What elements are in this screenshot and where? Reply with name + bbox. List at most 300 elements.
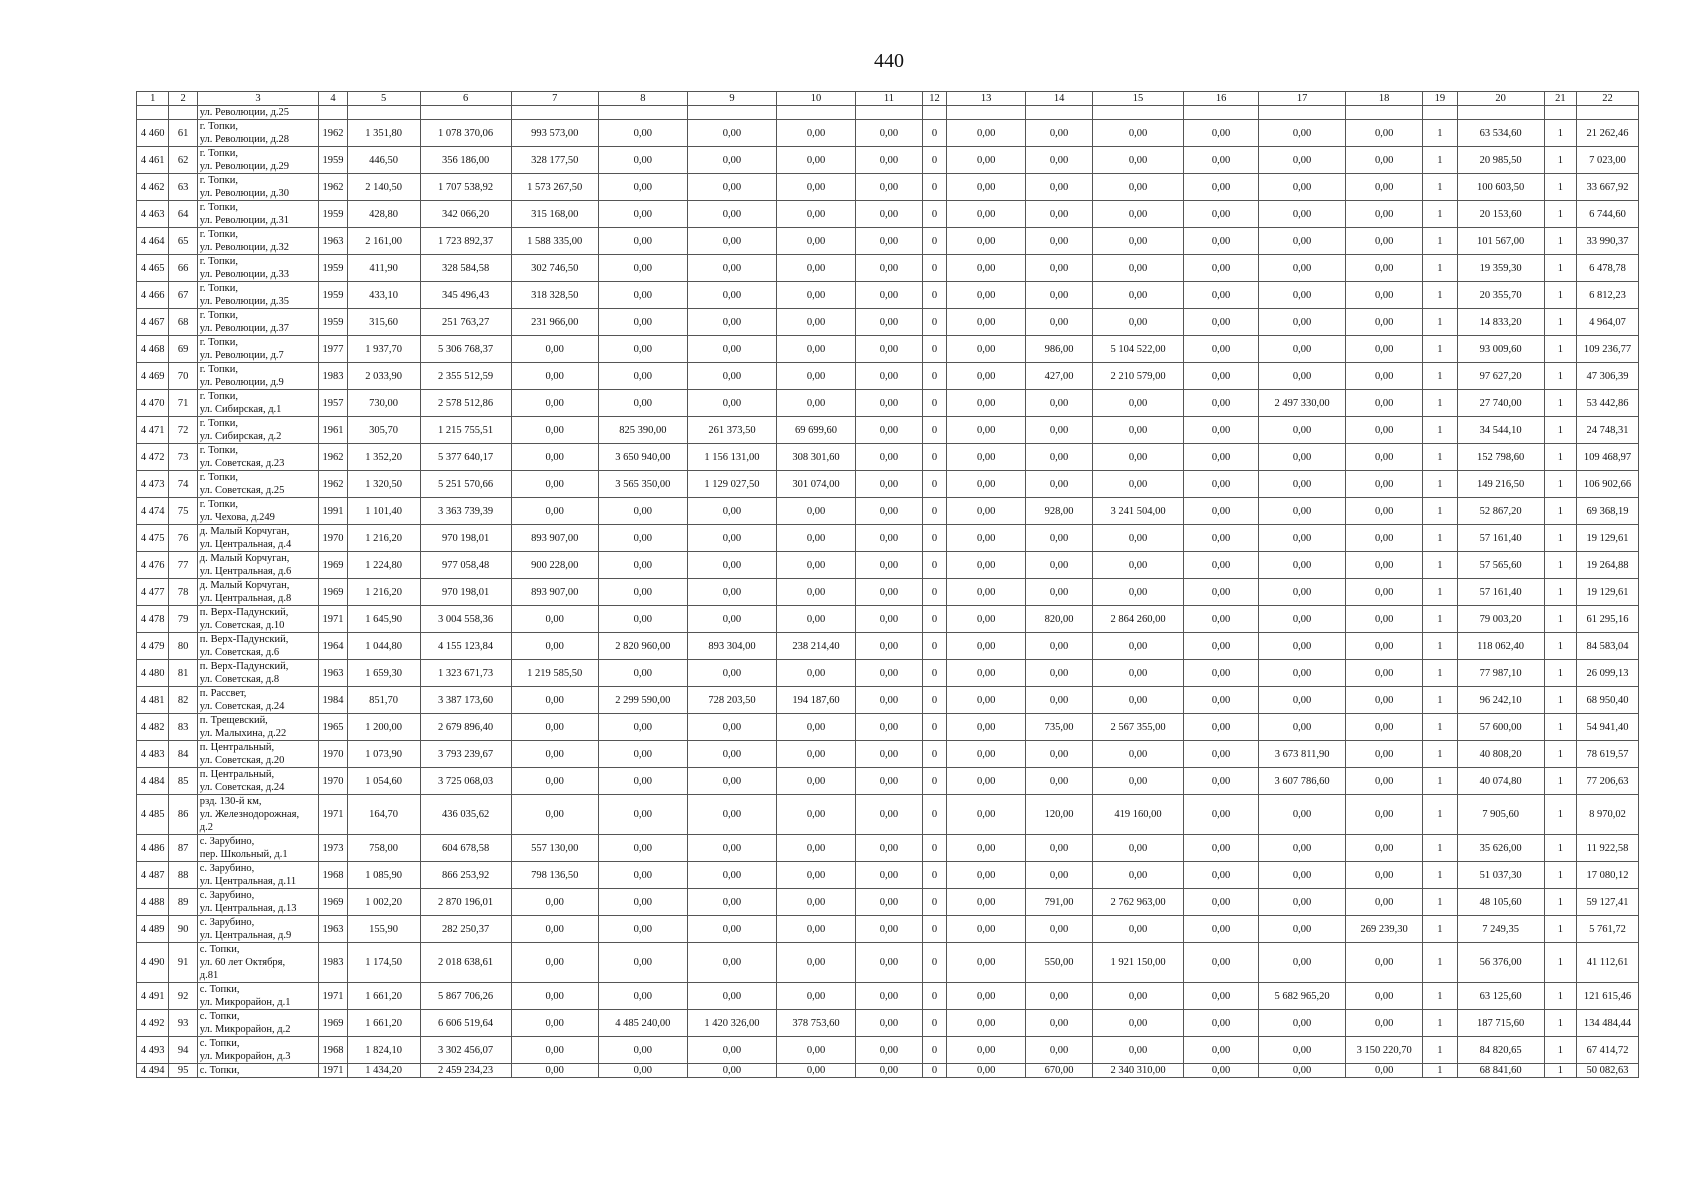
address-line: г. Топки,	[199, 148, 238, 159]
cell-col-11: 0,00	[856, 498, 923, 525]
cell-col-22: 61 295,16	[1577, 606, 1639, 633]
cell-col-9: 261 373,50	[687, 417, 776, 444]
cell-col-17: 0,00	[1259, 795, 1346, 835]
cell-col-20: 97 627,20	[1457, 363, 1544, 390]
cell-col-5: 2 161,00	[347, 228, 420, 255]
cell-col-10: 0,00	[777, 120, 856, 147]
column-header: 16	[1184, 92, 1259, 106]
cell-col-13: 0,00	[947, 1010, 1026, 1037]
cell-col-15: 0,00	[1092, 444, 1183, 471]
cell-col-14: 0,00	[1026, 1037, 1093, 1064]
cell-col-17: 3 607 786,60	[1259, 768, 1346, 795]
cell-col-6: 1 323 671,73	[420, 660, 511, 687]
column-header: 2	[169, 92, 197, 106]
cell-col-22: 7 023,00	[1577, 147, 1639, 174]
cell-col-19: 1	[1423, 336, 1457, 363]
cell-col-11: 0,00	[856, 120, 923, 147]
cell-col-17: 0,00	[1259, 147, 1346, 174]
cell-col-6: 1 215 755,51	[420, 417, 511, 444]
cell-col-8: 4 485 240,00	[598, 1010, 687, 1037]
address-cell	[197, 498, 319, 525]
address-cell	[197, 916, 319, 943]
cell-col-12: 0	[922, 255, 946, 282]
cell-col-12: 0	[922, 606, 946, 633]
cell-col-20: 7 249,35	[1457, 916, 1544, 943]
address-line: ул. 60 лет Октября,	[199, 957, 286, 968]
cell-col-11: 0,00	[856, 228, 923, 255]
empty-cell	[777, 106, 856, 120]
cell-col-10: 0,00	[777, 916, 856, 943]
cell-col-17: 0,00	[1259, 633, 1346, 660]
cell-col-4: 1963	[319, 228, 347, 255]
cell-col-1: 4 460	[137, 120, 169, 147]
cell-col-12: 0	[922, 390, 946, 417]
cell-col-1: 4 484	[137, 768, 169, 795]
cell-col-12: 0	[922, 1037, 946, 1064]
cell-col-1: 4 492	[137, 1010, 169, 1037]
cell-col-17: 0,00	[1259, 363, 1346, 390]
cell-col-8: 0,00	[598, 862, 687, 889]
cell-col-1: 4 467	[137, 309, 169, 336]
table-row	[137, 120, 1639, 147]
column-header: 13	[947, 92, 1026, 106]
address-line: с. Топки,	[199, 984, 240, 995]
cell-col-18: 0,00	[1346, 983, 1423, 1010]
cell-col-19: 1	[1423, 1064, 1457, 1078]
cell-col-17: 0,00	[1259, 1064, 1346, 1078]
cell-col-16: 0,00	[1184, 201, 1259, 228]
cell-col-15: 0,00	[1092, 120, 1183, 147]
address-line: ул. Микрорайон, д.2	[199, 1024, 291, 1035]
table-row	[137, 687, 1639, 714]
address-line: ул. Советская, д.8	[199, 674, 280, 685]
cell-col-6: 6 606 519,64	[420, 1010, 511, 1037]
cell-col-8: 0,00	[598, 943, 687, 983]
cell-col-8: 3 650 940,00	[598, 444, 687, 471]
cell-col-1: 4 473	[137, 471, 169, 498]
cell-col-5: 1 661,20	[347, 983, 420, 1010]
cell-col-21: 1	[1544, 147, 1576, 174]
cell-col-4: 1977	[319, 336, 347, 363]
cell-col-14: 0,00	[1026, 444, 1093, 471]
cell-col-18: 0,00	[1346, 835, 1423, 862]
cell-col-12: 0	[922, 309, 946, 336]
cell-col-22: 84 583,04	[1577, 633, 1639, 660]
table-row	[137, 417, 1639, 444]
cell-col-9: 1 420 326,00	[687, 1010, 776, 1037]
cell-col-11: 0,00	[856, 916, 923, 943]
cell-col-14: 820,00	[1026, 606, 1093, 633]
address-line: ул. Революции, д.31	[199, 215, 290, 226]
cell-col-4: 1968	[319, 1037, 347, 1064]
cell-col-10: 0,00	[777, 282, 856, 309]
cell-col-6: 866 253,92	[420, 862, 511, 889]
cell-col-19: 1	[1423, 309, 1457, 336]
cell-col-18: 0,00	[1346, 660, 1423, 687]
cell-col-16: 0,00	[1184, 795, 1259, 835]
cell-col-21: 1	[1544, 943, 1576, 983]
cell-col-9: 0,00	[687, 1064, 776, 1078]
cell-col-12: 0	[922, 916, 946, 943]
cell-col-12: 0	[922, 714, 946, 741]
cell-col-8: 0,00	[598, 309, 687, 336]
cell-col-9: 0,00	[687, 147, 776, 174]
cell-col-9: 0,00	[687, 120, 776, 147]
address-line: ул. Революции, д.29	[199, 161, 290, 172]
cell-col-1: 4 464	[137, 228, 169, 255]
cell-col-7: 0,00	[511, 943, 598, 983]
cell-col-17: 0,00	[1259, 1037, 1346, 1064]
cell-col-11: 0,00	[856, 1064, 923, 1078]
cell-col-14: 0,00	[1026, 525, 1093, 552]
cell-col-5: 1 174,50	[347, 943, 420, 983]
cell-col-11: 0,00	[856, 255, 923, 282]
cell-col-13: 0,00	[947, 525, 1026, 552]
cell-col-5: 1 659,30	[347, 660, 420, 687]
cell-col-17: 0,00	[1259, 862, 1346, 889]
cell-col-4: 1970	[319, 741, 347, 768]
cell-col-22: 121 615,46	[1577, 983, 1639, 1010]
cell-col-20: 51 037,30	[1457, 862, 1544, 889]
cell-col-14: 0,00	[1026, 768, 1093, 795]
cell-col-5: 446,50	[347, 147, 420, 174]
cell-col-15: 0,00	[1092, 687, 1183, 714]
cell-col-2: 72	[169, 417, 197, 444]
cell-col-12: 0	[922, 417, 946, 444]
cell-col-16: 0,00	[1184, 417, 1259, 444]
cell-col-13: 0,00	[947, 552, 1026, 579]
column-header: 18	[1346, 92, 1423, 106]
cell-col-16: 0,00	[1184, 390, 1259, 417]
column-header: 10	[777, 92, 856, 106]
cell-col-21: 1	[1544, 417, 1576, 444]
table-row	[137, 498, 1639, 525]
address-line: с. Топки,	[199, 1038, 240, 1049]
empty-cell	[420, 106, 511, 120]
cell-col-9: 0,00	[687, 983, 776, 1010]
cell-col-21: 1	[1544, 633, 1576, 660]
cell-col-22: 50 082,63	[1577, 1064, 1639, 1078]
cell-col-2: 61	[169, 120, 197, 147]
cell-col-14: 0,00	[1026, 174, 1093, 201]
cell-col-20: 27 740,00	[1457, 390, 1544, 417]
address-line: д. Малый Корчуган,	[199, 526, 290, 537]
cell-col-5: 1 824,10	[347, 1037, 420, 1064]
address-line: ул. Микрорайон, д.1	[199, 997, 291, 1008]
cell-col-9: 893 304,00	[687, 633, 776, 660]
cell-col-7: 0,00	[511, 1064, 598, 1078]
cell-col-6: 328 584,58	[420, 255, 511, 282]
cell-col-20: 34 544,10	[1457, 417, 1544, 444]
cell-col-13: 0,00	[947, 255, 1026, 282]
cell-col-16: 0,00	[1184, 741, 1259, 768]
cell-col-1: 4 469	[137, 363, 169, 390]
cell-col-11: 0,00	[856, 417, 923, 444]
cell-col-10: 0,00	[777, 606, 856, 633]
cell-col-9: 1 129 027,50	[687, 471, 776, 498]
cell-col-10: 0,00	[777, 201, 856, 228]
cell-col-9: 0,00	[687, 768, 776, 795]
cell-col-6: 3 387 173,60	[420, 687, 511, 714]
address-line: ул. Центральная, д.4	[199, 539, 292, 550]
cell-col-7: 0,00	[511, 363, 598, 390]
cell-col-14: 791,00	[1026, 889, 1093, 916]
cell-col-17: 0,00	[1259, 916, 1346, 943]
cell-col-19: 1	[1423, 417, 1457, 444]
cell-col-21: 1	[1544, 983, 1576, 1010]
cell-col-22: 17 080,12	[1577, 862, 1639, 889]
cell-col-1: 4 488	[137, 889, 169, 916]
cell-col-11: 0,00	[856, 741, 923, 768]
cell-col-11: 0,00	[856, 687, 923, 714]
cell-col-11: 0,00	[856, 309, 923, 336]
cell-col-21: 1	[1544, 835, 1576, 862]
cell-col-2: 70	[169, 363, 197, 390]
cell-col-22: 78 619,57	[1577, 741, 1639, 768]
cell-col-19: 1	[1423, 228, 1457, 255]
cell-col-11: 0,00	[856, 525, 923, 552]
table-row	[137, 282, 1639, 309]
cell-col-14: 986,00	[1026, 336, 1093, 363]
cell-col-21: 1	[1544, 714, 1576, 741]
cell-col-13: 0,00	[947, 714, 1026, 741]
cell-col-11: 0,00	[856, 336, 923, 363]
continuation-row	[137, 106, 1639, 120]
cell-col-17: 0,00	[1259, 687, 1346, 714]
cell-col-7: 0,00	[511, 471, 598, 498]
cell-col-19: 1	[1423, 444, 1457, 471]
cell-col-12: 0	[922, 633, 946, 660]
cell-col-13: 0,00	[947, 498, 1026, 525]
cell-col-21: 1	[1544, 1010, 1576, 1037]
address-line: г. Топки,	[199, 472, 238, 483]
cell-col-2: 74	[169, 471, 197, 498]
cell-col-5: 433,10	[347, 282, 420, 309]
cell-col-14: 928,00	[1026, 498, 1093, 525]
cell-col-1: 4 477	[137, 579, 169, 606]
cell-col-6: 970 198,01	[420, 579, 511, 606]
cell-col-8: 0,00	[598, 390, 687, 417]
cell-col-9: 0,00	[687, 1037, 776, 1064]
cell-col-9: 0,00	[687, 889, 776, 916]
empty-cell	[1544, 106, 1576, 120]
cell-col-21: 1	[1544, 1064, 1576, 1078]
cell-col-22: 6 812,23	[1577, 282, 1639, 309]
address-cell	[197, 417, 319, 444]
cell-col-8: 0,00	[598, 660, 687, 687]
cell-col-2: 81	[169, 660, 197, 687]
table-row	[137, 1064, 1639, 1078]
cell-col-1: 4 493	[137, 1037, 169, 1064]
table-row	[137, 633, 1639, 660]
cell-col-19: 1	[1423, 983, 1457, 1010]
cell-col-19: 1	[1423, 687, 1457, 714]
cell-col-1: 4 478	[137, 606, 169, 633]
empty-cell	[511, 106, 598, 120]
address-cell	[197, 606, 319, 633]
cell-col-18: 0,00	[1346, 741, 1423, 768]
cell-col-21: 1	[1544, 228, 1576, 255]
cell-col-9: 0,00	[687, 201, 776, 228]
cell-col-12: 0	[922, 1064, 946, 1078]
cell-col-13: 0,00	[947, 916, 1026, 943]
cell-col-22: 4 964,07	[1577, 309, 1639, 336]
table-row	[137, 147, 1639, 174]
cell-col-21: 1	[1544, 660, 1576, 687]
cell-col-12: 0	[922, 687, 946, 714]
cell-col-15: 419 160,00	[1092, 795, 1183, 835]
empty-cell	[922, 106, 946, 120]
cell-col-15: 0,00	[1092, 525, 1183, 552]
address-line: с. Зарубино,	[199, 917, 255, 928]
cell-col-18: 0,00	[1346, 889, 1423, 916]
cell-col-18: 0,00	[1346, 417, 1423, 444]
cell-col-8: 0,00	[598, 741, 687, 768]
cell-col-18: 0,00	[1346, 943, 1423, 983]
cell-col-19: 1	[1423, 741, 1457, 768]
address-cell	[197, 201, 319, 228]
cell-col-6: 4 155 123,84	[420, 633, 511, 660]
address-cell	[197, 336, 319, 363]
cell-col-15: 0,00	[1092, 835, 1183, 862]
cell-col-5: 1 352,20	[347, 444, 420, 471]
cell-col-17: 0,00	[1259, 606, 1346, 633]
cell-col-17: 0,00	[1259, 552, 1346, 579]
address-cell	[197, 889, 319, 916]
cell-col-15: 0,00	[1092, 147, 1183, 174]
cell-col-19: 1	[1423, 363, 1457, 390]
cell-col-6: 436 035,62	[420, 795, 511, 835]
cell-col-16: 0,00	[1184, 1010, 1259, 1037]
address-line: д.2	[199, 822, 213, 833]
cell-col-15: 0,00	[1092, 471, 1183, 498]
cell-col-1: 4 462	[137, 174, 169, 201]
address-line: ул. Микрорайон, д.3	[199, 1051, 291, 1062]
address-cell	[197, 309, 319, 336]
cell-col-2: 84	[169, 741, 197, 768]
cell-col-18: 0,00	[1346, 552, 1423, 579]
cell-col-14: 0,00	[1026, 983, 1093, 1010]
address-cell	[197, 1037, 319, 1064]
cell-col-2: 87	[169, 835, 197, 862]
cell-col-7: 302 746,50	[511, 255, 598, 282]
table-row	[137, 309, 1639, 336]
cell-col-4: 1964	[319, 633, 347, 660]
table-body	[137, 106, 1639, 1078]
cell-col-20: 14 833,20	[1457, 309, 1544, 336]
cell-col-2: 66	[169, 255, 197, 282]
empty-cell	[1577, 106, 1639, 120]
cell-col-17: 0,00	[1259, 943, 1346, 983]
cell-col-18: 0,00	[1346, 363, 1423, 390]
data-table	[136, 91, 1639, 1078]
cell-col-9: 0,00	[687, 606, 776, 633]
cell-col-22: 54 941,40	[1577, 714, 1639, 741]
cell-col-22: 59 127,41	[1577, 889, 1639, 916]
cell-col-18: 0,00	[1346, 606, 1423, 633]
cell-col-13: 0,00	[947, 835, 1026, 862]
cell-col-10: 238 214,40	[777, 633, 856, 660]
cell-col-12: 0	[922, 363, 946, 390]
cell-col-22: 106 902,66	[1577, 471, 1639, 498]
cell-col-4: 1969	[319, 552, 347, 579]
address-line: ул. Малыхина, д.22	[199, 728, 287, 739]
cell-col-14: 550,00	[1026, 943, 1093, 983]
cell-col-4: 1969	[319, 579, 347, 606]
address-line: ул. Советская, д.24	[199, 782, 285, 793]
cell-col-1: 4 470	[137, 390, 169, 417]
cell-col-18: 0,00	[1346, 687, 1423, 714]
cell-col-14: 0,00	[1026, 633, 1093, 660]
cell-col-11: 0,00	[856, 444, 923, 471]
cell-col-15: 0,00	[1092, 390, 1183, 417]
cell-col-6: 2 355 512,59	[420, 363, 511, 390]
cell-col-7: 0,00	[511, 916, 598, 943]
cell-col-2: 80	[169, 633, 197, 660]
address-line: г. Топки,	[199, 121, 238, 132]
cell-col-13: 0,00	[947, 741, 1026, 768]
cell-col-10: 0,00	[777, 147, 856, 174]
cell-col-1: 4 491	[137, 983, 169, 1010]
cell-col-8: 0,00	[598, 174, 687, 201]
cell-col-13: 0,00	[947, 390, 1026, 417]
cell-col-5: 1 320,50	[347, 471, 420, 498]
cell-col-5: 2 140,50	[347, 174, 420, 201]
cell-col-12: 0	[922, 795, 946, 835]
cell-col-2: 62	[169, 147, 197, 174]
cell-col-7: 900 228,00	[511, 552, 598, 579]
cell-col-22: 33 990,37	[1577, 228, 1639, 255]
column-header: 20	[1457, 92, 1544, 106]
cell-col-17: 5 682 965,20	[1259, 983, 1346, 1010]
cell-col-15: 0,00	[1092, 552, 1183, 579]
cell-col-22: 8 970,02	[1577, 795, 1639, 835]
column-header: 11	[856, 92, 923, 106]
empty-cell	[856, 106, 923, 120]
cell-col-17: 0,00	[1259, 336, 1346, 363]
cell-col-9: 0,00	[687, 255, 776, 282]
cell-col-13: 0,00	[947, 1037, 1026, 1064]
cell-col-10: 0,00	[777, 835, 856, 862]
cell-col-12: 0	[922, 741, 946, 768]
cell-col-9: 0,00	[687, 552, 776, 579]
cell-col-16: 0,00	[1184, 336, 1259, 363]
cell-col-18: 0,00	[1346, 1064, 1423, 1078]
cell-col-12: 0	[922, 660, 946, 687]
header-row	[137, 92, 1639, 106]
cell-col-12: 0	[922, 120, 946, 147]
cell-col-4: 1971	[319, 795, 347, 835]
cell-col-22: 53 442,86	[1577, 390, 1639, 417]
address-line: ул. Советская, д.23	[199, 458, 285, 469]
cell-col-10: 0,00	[777, 795, 856, 835]
cell-col-4: 1959	[319, 255, 347, 282]
address-line: ул. Революции, д.28	[199, 134, 290, 145]
cell-col-19: 1	[1423, 714, 1457, 741]
cell-col-12: 0	[922, 336, 946, 363]
column-header: 14	[1026, 92, 1093, 106]
cell-col-12: 0	[922, 983, 946, 1010]
cell-col-10: 0,00	[777, 255, 856, 282]
cell-col-18: 0,00	[1346, 255, 1423, 282]
cell-col-11: 0,00	[856, 660, 923, 687]
cell-col-17: 0,00	[1259, 174, 1346, 201]
cell-col-6: 1 078 370,06	[420, 120, 511, 147]
cell-col-8: 0,00	[598, 363, 687, 390]
cell-col-15: 0,00	[1092, 201, 1183, 228]
cell-col-4: 1962	[319, 120, 347, 147]
cell-col-20: 187 715,60	[1457, 1010, 1544, 1037]
